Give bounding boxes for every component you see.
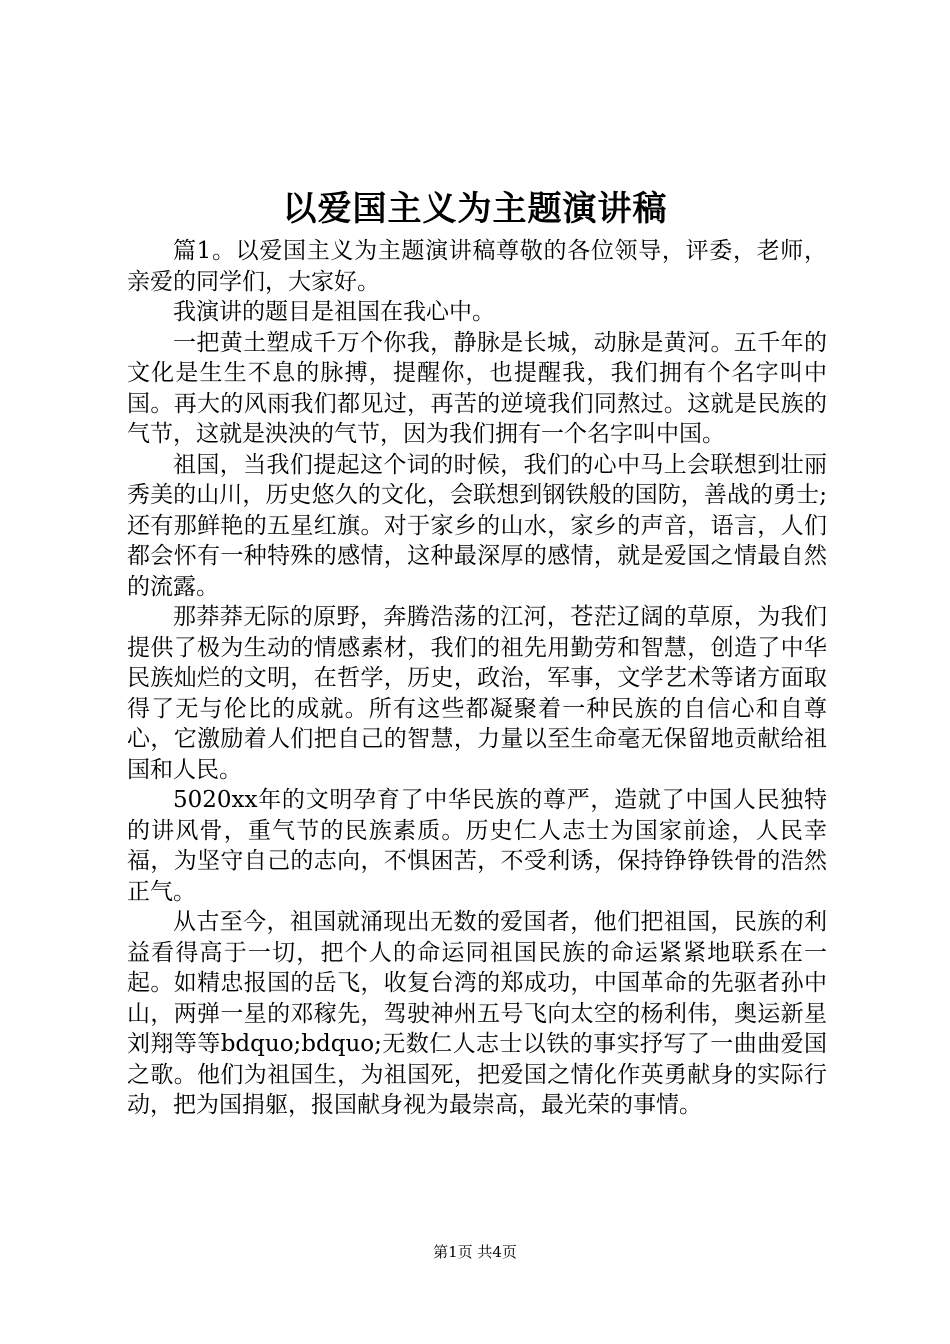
document-title: 以爱国主义为主题演讲稿	[282, 189, 668, 229]
page-number-footer: 第1页 共4页	[433, 1243, 517, 1261]
paragraph: 从古至今，祖国就涌现出无数的爱国者，他们把祖国，民族的利益看得高于一切，把个人的命运同祖国民族的命运紧紧地联系在一起。如精忠报国的岳飞，收复台湾的郑成功，中国革命的先驱者孙中山，两弹一星的邓稼先，驾驶神州五号飞向太空的杨利伟，奥运新星刘翔等等bdquo;bdquo;无数仁人志士以铁的事实抒写了一曲曲爱国之歌。他们为祖国生，为祖国死，把爱国之情化作英勇献身的实际行动，把为国捐躯，报国献身视为最崇高，最光荣的事情。	[127, 909, 827, 1118]
document-body	[127, 236, 827, 1121]
paragraph: 祖国，当我们提起这个词的时候，我们的心中马上会联想到壮丽秀美的山川，历史悠久的文化，会联想到钢铁般的国防，善战的勇士;还有那鲜艳的五星红旗。对于家乡的山水，家乡的声音，语言，人们都会怀有一种特殊的感情，这种最深厚的感情，就是爱国之情最自然的流露。	[127, 451, 827, 600]
paragraph: 一把黄土塑成千万个你我，静脉是长城，动脉是黄河。五千年的文化是生生不息的脉搏，提醒你，也提醒我，我们拥有个名字叫中国。再大的风雨我们都见过，再苦的逆境我们同熬过。这就是民族的气节，这就是泱泱的气节，因为我们拥有一个名字叫中国。	[127, 329, 827, 447]
paragraph: 我演讲的题目是祖国在我心中。	[173, 299, 495, 325]
paragraph: 那莽莽无际的原野，奔腾浩荡的江河，苍茫辽阔的草原，为我们提供了极为生动的情感素材，我们的祖先用勤劳和智慧，创造了中华民族灿烂的文明，在哲学，历史，政治，军事，文学艺术等诸方面取得了无与伦比的成就。所有这些都凝聚着一种民族的自信心和自尊心，它激励着人们把自己的智慧，力量以至生命毫无保留地贡献给祖国和人民。	[127, 604, 827, 783]
paragraph: 篇1。以爱国主义为主题演讲稿尊敬的各位领导，评委，老师，亲爱的同学们，大家好。	[127, 238, 827, 295]
paragraph: 5020xx年的文明孕育了中华民族的尊严，造就了中国人民独特的讲风骨，重气节的民族素质。历史仁人志士为国家前途，人民幸福，为坚守自己的志向，不惧困苦，不受利诱，保持铮铮铁骨的浩然正气。	[127, 787, 827, 905]
